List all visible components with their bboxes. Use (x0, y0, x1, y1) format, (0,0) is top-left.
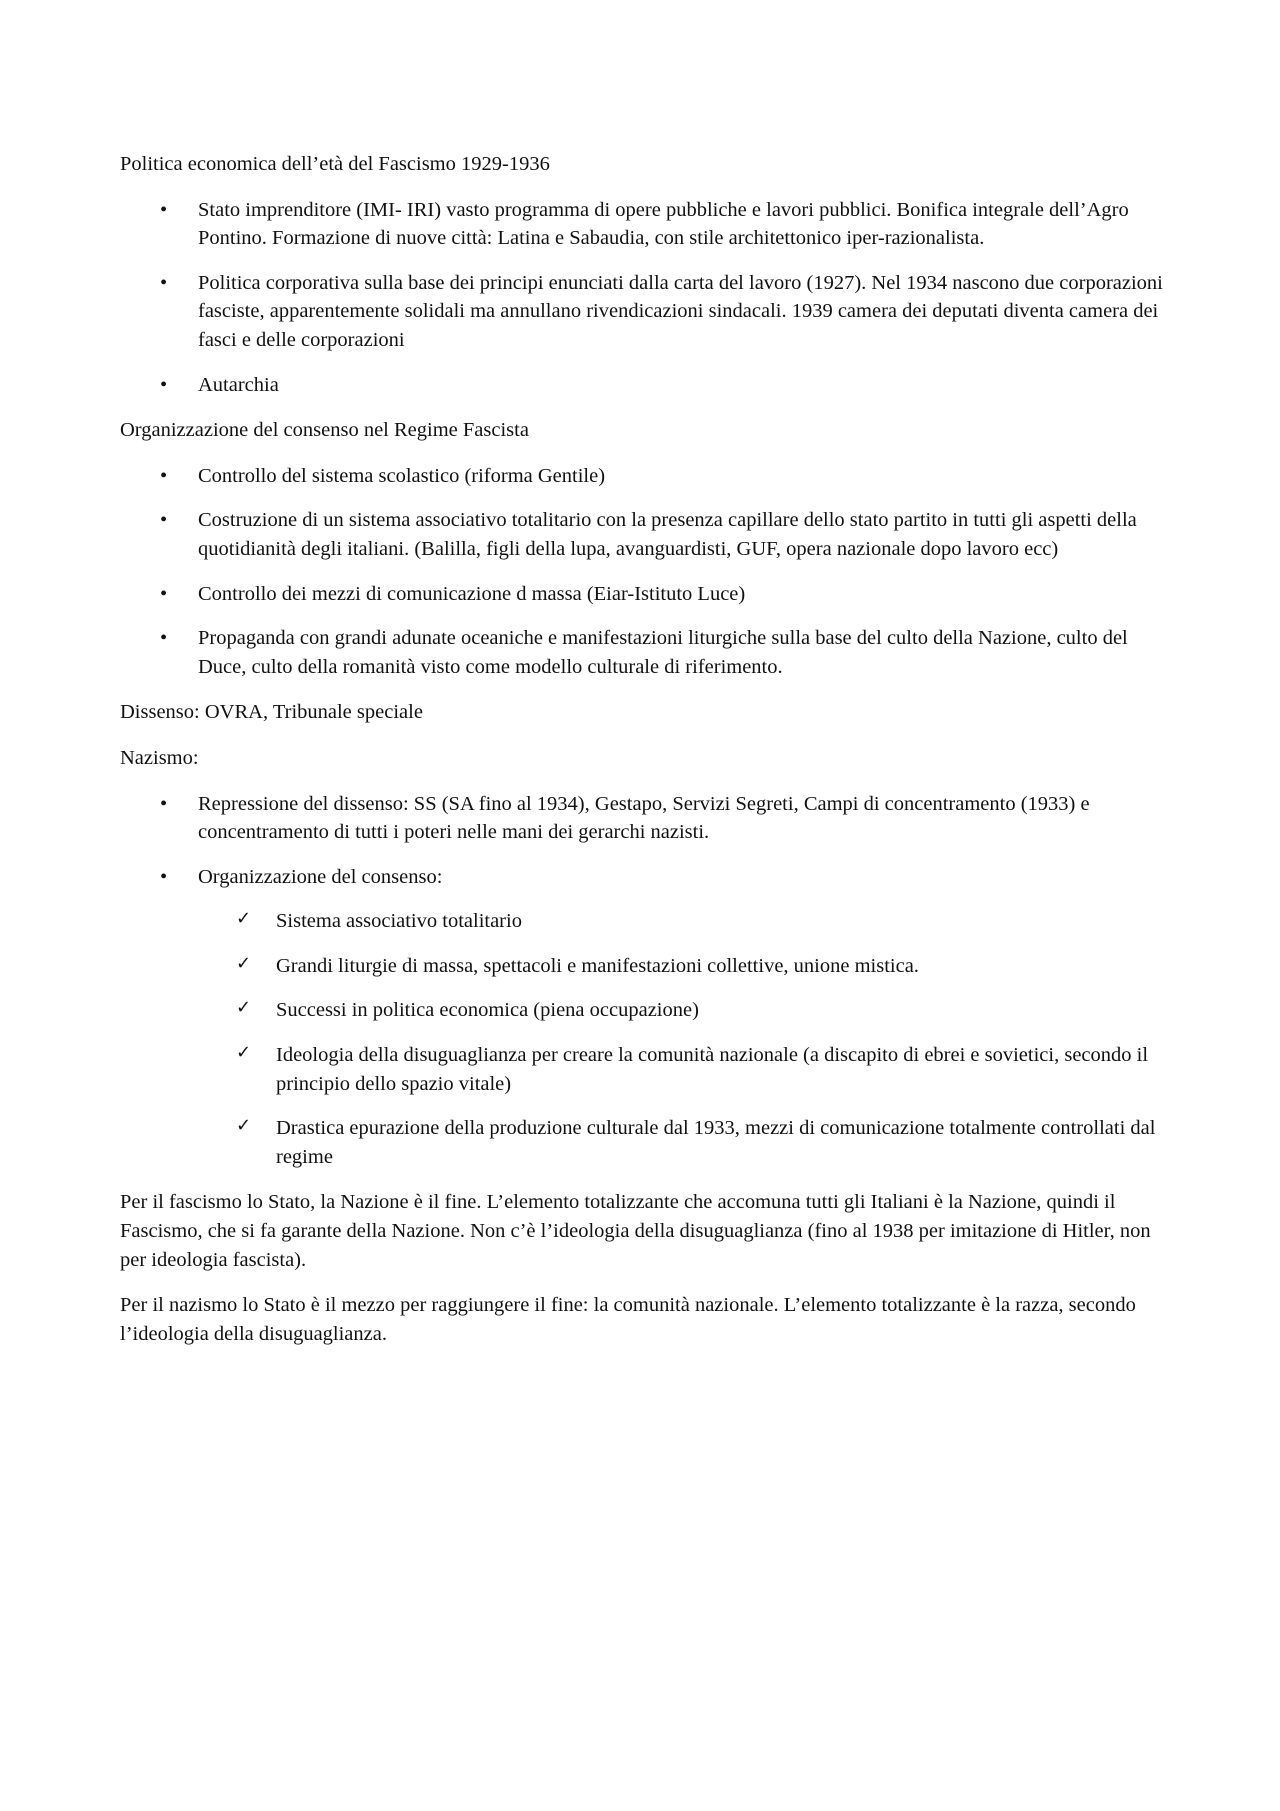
list-item: • Repressione del dissenso: SS (SA fino al 1934), Gestapo, Servizi Segreti, Campi di concentramento (1933) e concentramento di tutti i poteri nelle mani dei gerarchi nazisti. (120, 790, 1170, 847)
list-item: • Propaganda con grandi adunate oceaniche e manifestazioni liturgiche sulla base del culto della Nazione, culto del Duce, culto della romanità visto come modello culturale di riferimento. (120, 624, 1170, 681)
bullet-icon: • (160, 582, 168, 605)
bullet-icon: • (160, 509, 168, 532)
bullet-icon: • (160, 271, 168, 294)
list-item: • Organizzazione del consenso: ✓ Sistema associativo totalitario ✓ Grandi liturgie di massa, spettacoli e manifestazioni collettive, unione mistica. ✓ Successi in politica economica (piena occupazione) ✓ Ideologia della disuguaglianza per creare la comunità nazionale (a discapito di ebrei e sovietici, secondo il principio dello spazio vitale) ✓ Drastica epurazione della produzione culturale dal 1933, mezzi di comunicazione totalmente controllati dal regime (120, 863, 1170, 1172)
conclusion-nazismo: Per il nazismo lo Stato è il mezzo per raggiungere il fine: la comunità nazionale. L’elemento totalizzante è la razza, secondo l’ideologia della disuguaglianza. (120, 1294, 1136, 1345)
list-item: • Politica corporativa sulla base dei principi enunciati dalla carta del lavoro (1927). Nel 1934 nascono due corporazioni fasciste, apparentemente solidali ma annullano rivendicazioni sindacali. 1939 camera dei deputati diventa camera dei fasci e delle corporazioni (120, 269, 1170, 355)
bullet-icon: • (160, 198, 168, 221)
document-page (120, 150, 1170, 1365)
checkmark-icon: ✓ (236, 1042, 252, 1064)
check-item: ✓ Drastica epurazione della produzione culturale dal 1933, mezzi di comunicazione totalmente controllati dal regime (198, 1114, 1170, 1171)
dissenso-line: Dissenso: OVRA, Tribunale speciale (120, 701, 423, 724)
check-item: ✓ Ideologia della disuguaglianza per creare la comunità nazionale (a discapito di ebrei e sovietici, secondo il principio dello spazio vitale) (198, 1041, 1170, 1098)
consenso-heading: Organizzazione del consenso nel Regime Fascista (120, 419, 529, 442)
nazismo-check-list (198, 907, 1170, 1171)
econ-list (120, 196, 1170, 400)
consenso-list (120, 462, 1170, 682)
list-item: • Costruzione di un sistema associativo totalitario con la presenza capillare dello stato partito in tutti gli aspetti della quotidianità degli italiani. (Balilla, figli della lupa, avanguardisti, GUF, opera nazionale dopo lavoro ecc) (120, 506, 1170, 563)
check-item: ✓ Sistema associativo totalitario (198, 907, 1170, 936)
conclusion-fascismo: Per il fascismo lo Stato, la Nazione è il fine. L’elemento totalizzante che accomuna tutti gli Italiani è la Nazione, quindi il Fascismo, che si fa garante della Nazione. Non c’è l’ideologia della disuguaglianza (fino al 1938 per imitazione di Hitler, non per ideologia fascista). (120, 1191, 1151, 1271)
list-item: • Controllo del sistema scolastico (riforma Gentile) (120, 462, 1170, 491)
checkmark-icon: ✓ (236, 1115, 252, 1137)
nazismo-list (120, 790, 1170, 1172)
checkmark-icon: ✓ (236, 952, 252, 974)
nazismo-heading: Nazismo: (120, 746, 199, 769)
list-item: • Stato imprenditore (IMI- IRI) vasto programma di opere pubbliche e lavori pubblici. Bonifica integrale dell’Agro Pontino. Formazione di nuove città: Latina e Sabaudia, con stile architettonico iper-razionalista. (120, 196, 1170, 253)
checkmark-icon: ✓ (236, 908, 252, 930)
econ-heading: Politica economica dell’età del Fascismo 1929-1936 (120, 153, 550, 175)
check-item: ✓ Successi in politica economica (piena occupazione) (198, 996, 1170, 1025)
bullet-icon: • (160, 627, 168, 650)
bullet-icon: • (160, 792, 168, 815)
checkmark-icon: ✓ (236, 997, 252, 1019)
check-item: ✓ Grandi liturgie di massa, spettacoli e manifestazioni collettive, unione mistica. (198, 952, 1170, 981)
bullet-icon: • (160, 464, 168, 487)
list-item: • Autarchia (120, 371, 1170, 400)
bullet-icon: • (160, 373, 168, 396)
list-item: • Controllo dei mezzi di comunicazione d massa (Eiar-Istituto Luce) (120, 580, 1170, 609)
bullet-icon: • (160, 865, 168, 888)
